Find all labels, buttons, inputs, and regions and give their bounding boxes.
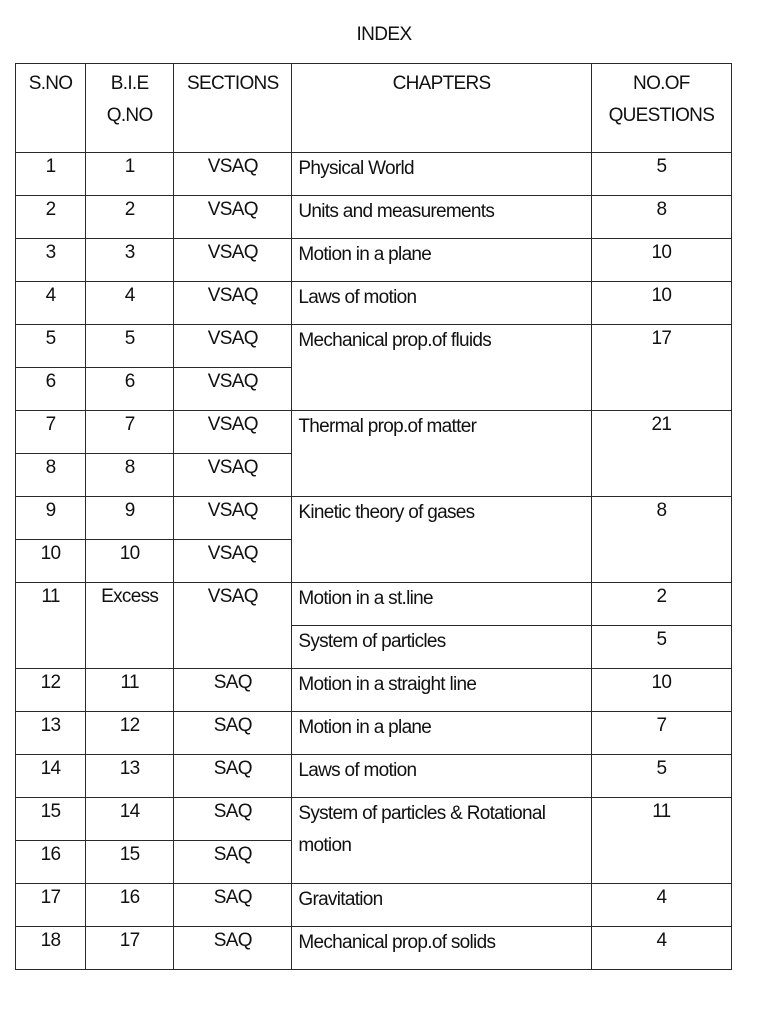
sno-cell: 7 (16, 411, 86, 454)
bie-qno-cell: 16 (86, 884, 174, 927)
table-row (16, 669, 732, 712)
section-cell: SAQ (174, 884, 292, 927)
section-cell: SAQ (174, 669, 292, 712)
table-row (16, 884, 732, 927)
header-qno-label: Q.NO (106, 105, 153, 126)
question-count-cell: 8 (591, 196, 731, 239)
sno-cell: 13 (16, 712, 86, 755)
bie-qno-cell: 4 (86, 282, 174, 325)
sno-cell: 1 (16, 153, 86, 196)
header-bie-qno (86, 64, 174, 153)
chapter-cell: Units and measurements (292, 196, 591, 239)
question-count-cell: 5 (591, 755, 731, 798)
header-sections-label: SECTIONS (187, 73, 279, 94)
chapter-cell: Mechanical prop.of fluids (292, 325, 591, 411)
section-cell: SAQ (174, 841, 292, 884)
bie-qno-cell: 2 (86, 196, 174, 239)
question-count-cell: 10 (591, 669, 731, 712)
chapter-cell: Laws of motion (292, 282, 591, 325)
sno-cell: 10 (16, 540, 86, 583)
table-row (16, 798, 732, 841)
header-chapters-label: CHAPTERS (392, 73, 491, 94)
bie-qno-cell: 1 (86, 153, 174, 196)
section-cell: SAQ (174, 927, 292, 970)
bie-qno-cell: 14 (86, 798, 174, 841)
chapter-cell: Mechanical prop.of solids (292, 927, 591, 970)
sno-cell: 2 (16, 196, 86, 239)
table-row (16, 755, 732, 798)
table-row (16, 497, 732, 540)
section-cell: VSAQ (174, 411, 292, 454)
chapter-cell: Motion in a straight line (292, 669, 591, 712)
chapter-cell: System of particles (292, 626, 591, 669)
section-cell: VSAQ (174, 583, 292, 669)
question-count-cell: 8 (591, 497, 731, 583)
section-cell: VSAQ (174, 497, 292, 540)
bie-qno-cell: 5 (86, 325, 174, 368)
bie-qno-cell: 7 (86, 411, 174, 454)
chapter-cell: System of particles & Rotational motion (292, 798, 591, 884)
question-count-cell: 17 (591, 325, 731, 411)
question-count-cell: 5 (591, 153, 731, 196)
header-num-questions (591, 64, 731, 153)
bie-qno-cell: 17 (86, 927, 174, 970)
sno-cell: 3 (16, 239, 86, 282)
page-title: INDEX (356, 24, 412, 45)
bie-qno-cell: 11 (86, 669, 174, 712)
table-row (16, 239, 732, 282)
table-row (16, 927, 732, 970)
bie-qno-cell: 15 (86, 841, 174, 884)
section-cell: VSAQ (174, 540, 292, 583)
chapter-cell: Physical World (292, 153, 591, 196)
header-chapters (292, 64, 591, 153)
sno-cell: 12 (16, 669, 86, 712)
sno-cell: 14 (16, 755, 86, 798)
table-row (16, 325, 732, 368)
header-row (16, 64, 732, 153)
header-sections (174, 64, 292, 153)
section-cell: VSAQ (174, 153, 292, 196)
section-cell: VSAQ (174, 368, 292, 411)
chapter-cell: Motion in a plane (292, 712, 591, 755)
question-count-cell: 10 (591, 282, 731, 325)
question-count-cell: 2 (591, 583, 731, 626)
section-cell: VSAQ (174, 239, 292, 282)
bie-qno-cell: 9 (86, 497, 174, 540)
sno-cell: 5 (16, 325, 86, 368)
bie-qno-cell: 12 (86, 712, 174, 755)
bie-qno-cell: 10 (86, 540, 174, 583)
question-count-cell: 21 (591, 411, 731, 497)
section-cell: VSAQ (174, 454, 292, 497)
sno-cell: 9 (16, 497, 86, 540)
sno-cell: 18 (16, 927, 86, 970)
question-count-cell: 4 (591, 884, 731, 927)
table-row (16, 712, 732, 755)
section-cell: SAQ (174, 755, 292, 798)
index-table (15, 63, 732, 970)
question-count-cell: 11 (591, 798, 731, 884)
question-count-cell: 10 (591, 239, 731, 282)
sno-cell: 8 (16, 454, 86, 497)
question-count-cell: 5 (591, 626, 731, 669)
chapter-cell: Thermal prop.of matter (292, 411, 591, 497)
question-count-cell: 4 (591, 927, 731, 970)
bie-qno-cell: 6 (86, 368, 174, 411)
sno-cell: 16 (16, 841, 86, 884)
bie-qno-cell: 3 (86, 239, 174, 282)
sno-cell: 4 (16, 282, 86, 325)
header-questions-label: QUESTIONS (608, 105, 715, 126)
bie-qno-cell: Excess (86, 583, 174, 669)
chapter-cell: Gravitation (292, 884, 591, 927)
sno-cell: 6 (16, 368, 86, 411)
table-row (16, 411, 732, 454)
header-sno-label: S.NO (28, 73, 73, 94)
table-row (16, 282, 732, 325)
chapter-cell: Motion in a plane (292, 239, 591, 282)
sno-cell: 11 (16, 583, 86, 669)
table-row (16, 153, 732, 196)
question-count-cell: 7 (591, 712, 731, 755)
section-cell: SAQ (174, 712, 292, 755)
chapter-cell: Laws of motion (292, 755, 591, 798)
chapter-cell: Motion in a st.line (292, 583, 591, 626)
bie-qno-cell: 8 (86, 454, 174, 497)
bie-qno-cell: 13 (86, 755, 174, 798)
header-noof-label: NO.OF (633, 73, 690, 94)
table-row (16, 196, 732, 239)
chapter-cell: Kinetic theory of gases (292, 497, 591, 583)
header-sno (16, 64, 86, 153)
section-cell: SAQ (174, 798, 292, 841)
sno-cell: 15 (16, 798, 86, 841)
table-row (16, 583, 732, 626)
section-cell: VSAQ (174, 325, 292, 368)
sno-cell: 17 (16, 884, 86, 927)
section-cell: VSAQ (174, 282, 292, 325)
section-cell: VSAQ (174, 196, 292, 239)
header-bie-label: B.I.E (110, 73, 149, 94)
